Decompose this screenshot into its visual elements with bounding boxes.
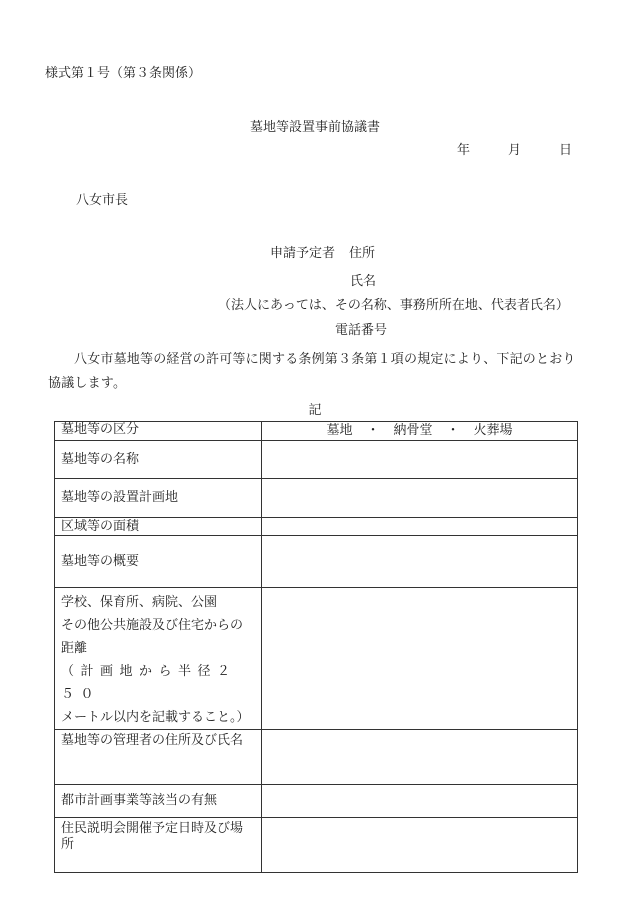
date-month-label: 月 [507,143,521,158]
location-label: 墓地等の設置計画地 [55,479,262,518]
table-row-manager [55,730,578,785]
applicant-address-row [270,246,375,262]
overview-label: 墓地等の概要 [55,536,262,588]
distance-label-line: （計画地から半径２５０ [61,664,237,702]
facility-name-field[interactable] [262,441,578,479]
overview-field[interactable] [262,536,578,588]
record-mark: 記 [308,403,322,418]
table-row-location [55,479,578,518]
table-row-overview [55,536,578,588]
type-separator: ・ [446,423,460,438]
facility-name-label: 墓地等の名称 [55,441,262,479]
briefing-field[interactable] [262,818,578,873]
corporation-note: （法人にあっては、その名称、事務所所在地、代表者氏名） [218,298,569,313]
location-field[interactable] [262,479,578,518]
type-option-ossuary[interactable]: 納骨堂 [393,423,433,438]
urban-plan-field[interactable] [262,785,578,818]
date-day-label: 日 [558,143,572,158]
document-title: 墓地等設置事前協議書 [249,120,380,135]
table-row-distance [55,588,578,730]
form-number: 様式第１号（第３条関係） [45,66,202,81]
briefing-label: 住民説明会開催予定日時及び場所 [55,818,262,873]
distance-label-line: メートル以内を記載すること。） [61,710,250,725]
distance-label [55,588,262,730]
table-row-briefing [55,818,578,873]
addressee: 八女市長 [76,193,129,208]
consultation-form-table [54,421,578,873]
type-option-cemetery[interactable]: 墓地 [326,423,353,438]
type-options[interactable] [262,422,578,441]
distance-label-line: その他公共施設及び住宅からの [61,618,244,633]
phone-number-label: 電話番号 [335,323,388,338]
table-row-urban-plan [55,785,578,818]
distance-field[interactable] [262,588,578,730]
manager-field[interactable] [262,730,578,785]
applicant-role-label: 申請予定者 [270,246,336,261]
table-row-type [55,422,578,441]
type-option-crematorium[interactable]: 火葬場 [473,423,513,438]
type-label: 墓地等の区分 [55,422,262,441]
table-row-area [55,518,578,536]
distance-label-line: 距離 [61,641,88,656]
table-row-name [55,441,578,479]
applicant-address-label: 住所 [349,246,376,261]
manager-label: 墓地等の管理者の住所及び氏名 [55,730,262,785]
area-label: 区域等の面積 [55,518,262,536]
consultation-statement: 八女市墓地等の経営の許可等に関する条例第３条第１項の規定により、下記のとおり協議します。 [48,352,576,391]
type-separator: ・ [366,423,380,438]
date-line [457,143,572,159]
area-field[interactable] [262,518,578,536]
urban-plan-label: 都市計画事業等該当の有無 [55,785,262,818]
date-year-label: 年 [456,143,470,158]
distance-label-line: 学校、保育所、病院、公園 [61,595,218,610]
applicant-name-label: 氏名 [350,274,377,289]
